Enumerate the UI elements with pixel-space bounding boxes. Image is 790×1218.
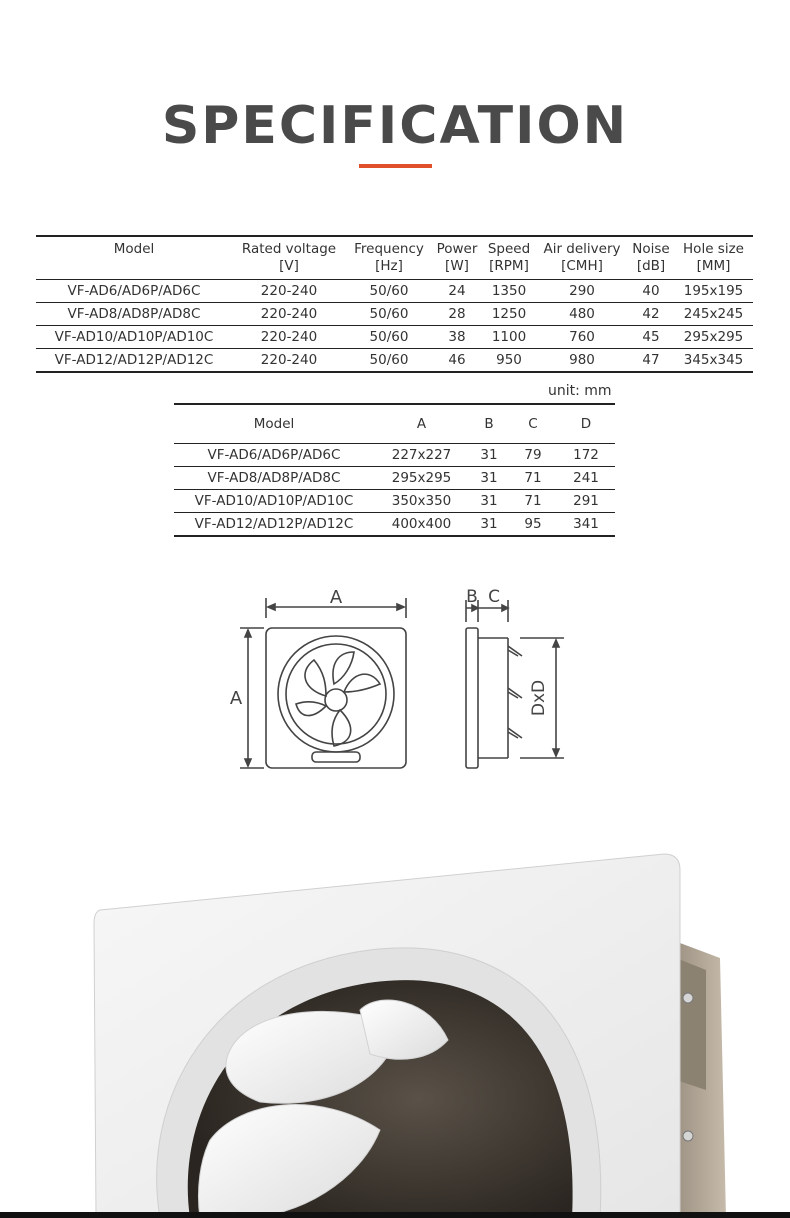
speed-cell: 1100 [482, 326, 536, 349]
table-row [36, 303, 753, 326]
b-cell: 31 [469, 444, 509, 467]
table-row [174, 467, 615, 490]
spec-header-row [36, 236, 753, 280]
page-title: SPECIFICATION [161, 96, 629, 156]
c-cell: 79 [509, 444, 557, 467]
model-cell: VF-AD10/AD10P/AD10C [36, 326, 232, 349]
table-row [36, 280, 753, 303]
hole-size-cell: 295x295 [674, 326, 753, 349]
noise-cell: 40 [628, 280, 674, 303]
model-cell: VF-AD8/AD8P/AD8C [36, 303, 232, 326]
spec-header-speed: Speed [RPM] [487, 241, 531, 274]
label-a-side: A [229, 688, 243, 709]
dim-header-c: C [509, 404, 557, 444]
frequency-cell: 50/60 [346, 326, 432, 349]
voltage-cell: 220-240 [260, 352, 318, 368]
air-delivery-cell: 980 [569, 352, 595, 368]
d-cell: 341 [573, 516, 599, 532]
a-cell: 295x295 [374, 467, 469, 490]
table-row [174, 513, 615, 537]
title-underline [359, 164, 432, 168]
speed-cell: 1250 [482, 303, 536, 326]
spec-header-power: Power [W] [436, 241, 478, 274]
voltage-cell: 220-240 [232, 303, 346, 326]
a-cell: 227x227 [374, 444, 469, 467]
frequency-cell: 50/60 [369, 352, 409, 368]
noise-cell: 47 [642, 352, 660, 368]
power-cell: 24 [432, 280, 482, 303]
spec-header-model: Model [113, 241, 155, 257]
dimension-a-side [230, 628, 264, 768]
power-cell: 46 [448, 352, 466, 368]
model-cell: VF-AD12/AD12P/AD12C [54, 352, 214, 368]
spec-header-noise: Noise [dB] [632, 241, 670, 274]
d-cell: 291 [557, 490, 615, 513]
noise-cell: 42 [628, 303, 674, 326]
table-row [174, 490, 615, 513]
fan-side-view [466, 628, 522, 768]
b-cell: 31 [469, 467, 509, 490]
air-delivery-cell: 480 [536, 303, 628, 326]
c-cell: 95 [524, 516, 542, 532]
c-cell: 71 [509, 467, 557, 490]
hole-size-cell: 195x195 [674, 280, 753, 303]
dimension-diagram [220, 580, 580, 780]
model-cell: VF-AD10/AD10P/AD10C [174, 490, 374, 513]
dim-header-d: D [557, 404, 615, 444]
dimension-table [174, 403, 615, 537]
model-cell: VF-AD6/AD6P/AD6C [174, 444, 374, 467]
air-delivery-cell: 290 [536, 280, 628, 303]
a-cell: 350x350 [374, 490, 469, 513]
table-row [174, 444, 615, 467]
hole-size-cell: 245x245 [674, 303, 753, 326]
d-cell: 241 [557, 467, 615, 490]
voltage-cell: 220-240 [232, 280, 346, 303]
speed-cell: 1350 [482, 280, 536, 303]
a-cell: 400x400 [391, 516, 452, 532]
d-cell: 172 [557, 444, 615, 467]
noise-cell: 45 [628, 326, 674, 349]
unit-label: unit: mm [548, 383, 612, 399]
dimension-a-top [266, 587, 406, 618]
dim-header-b: B [469, 404, 509, 444]
label-d: DxD [529, 679, 549, 717]
model-cell: VF-AD6/AD6P/AD6C [36, 280, 232, 303]
speed-cell: 950 [496, 352, 522, 368]
label-c: C [488, 587, 500, 607]
voltage-cell: 220-240 [232, 326, 346, 349]
fan-front-view [266, 628, 406, 768]
c-cell: 71 [509, 490, 557, 513]
table-row [36, 326, 753, 349]
power-cell: 28 [432, 303, 482, 326]
hole-size-cell: 345x345 [683, 352, 744, 368]
product-photo [0, 840, 790, 1218]
spec-header-hole-size: Hole size [MM] [683, 241, 744, 274]
power-cell: 38 [432, 326, 482, 349]
frequency-cell: 50/60 [346, 280, 432, 303]
b-cell: 31 [469, 490, 509, 513]
dimension-bc [466, 587, 508, 622]
frequency-cell: 50/60 [346, 303, 432, 326]
spec-table [36, 235, 753, 373]
table-row [36, 349, 753, 373]
air-delivery-cell: 760 [536, 326, 628, 349]
dim-header-a: A [374, 404, 469, 444]
model-cell: VF-AD12/AD12P/AD12C [194, 516, 354, 532]
dimension-d [520, 638, 564, 758]
spec-header-air-delivery: Air delivery [CMH] [543, 241, 621, 274]
dim-header-model: Model [174, 404, 374, 444]
dimension-header-row [174, 404, 615, 444]
b-cell: 31 [480, 516, 498, 532]
model-cell: VF-AD8/AD8P/AD8C [174, 467, 374, 490]
spec-header-frequency: Frequency [Hz] [354, 241, 424, 274]
spec-header-voltage: Rated voltage [V] [241, 241, 337, 274]
label-a-top: A [329, 587, 343, 608]
label-b: B [466, 587, 478, 607]
